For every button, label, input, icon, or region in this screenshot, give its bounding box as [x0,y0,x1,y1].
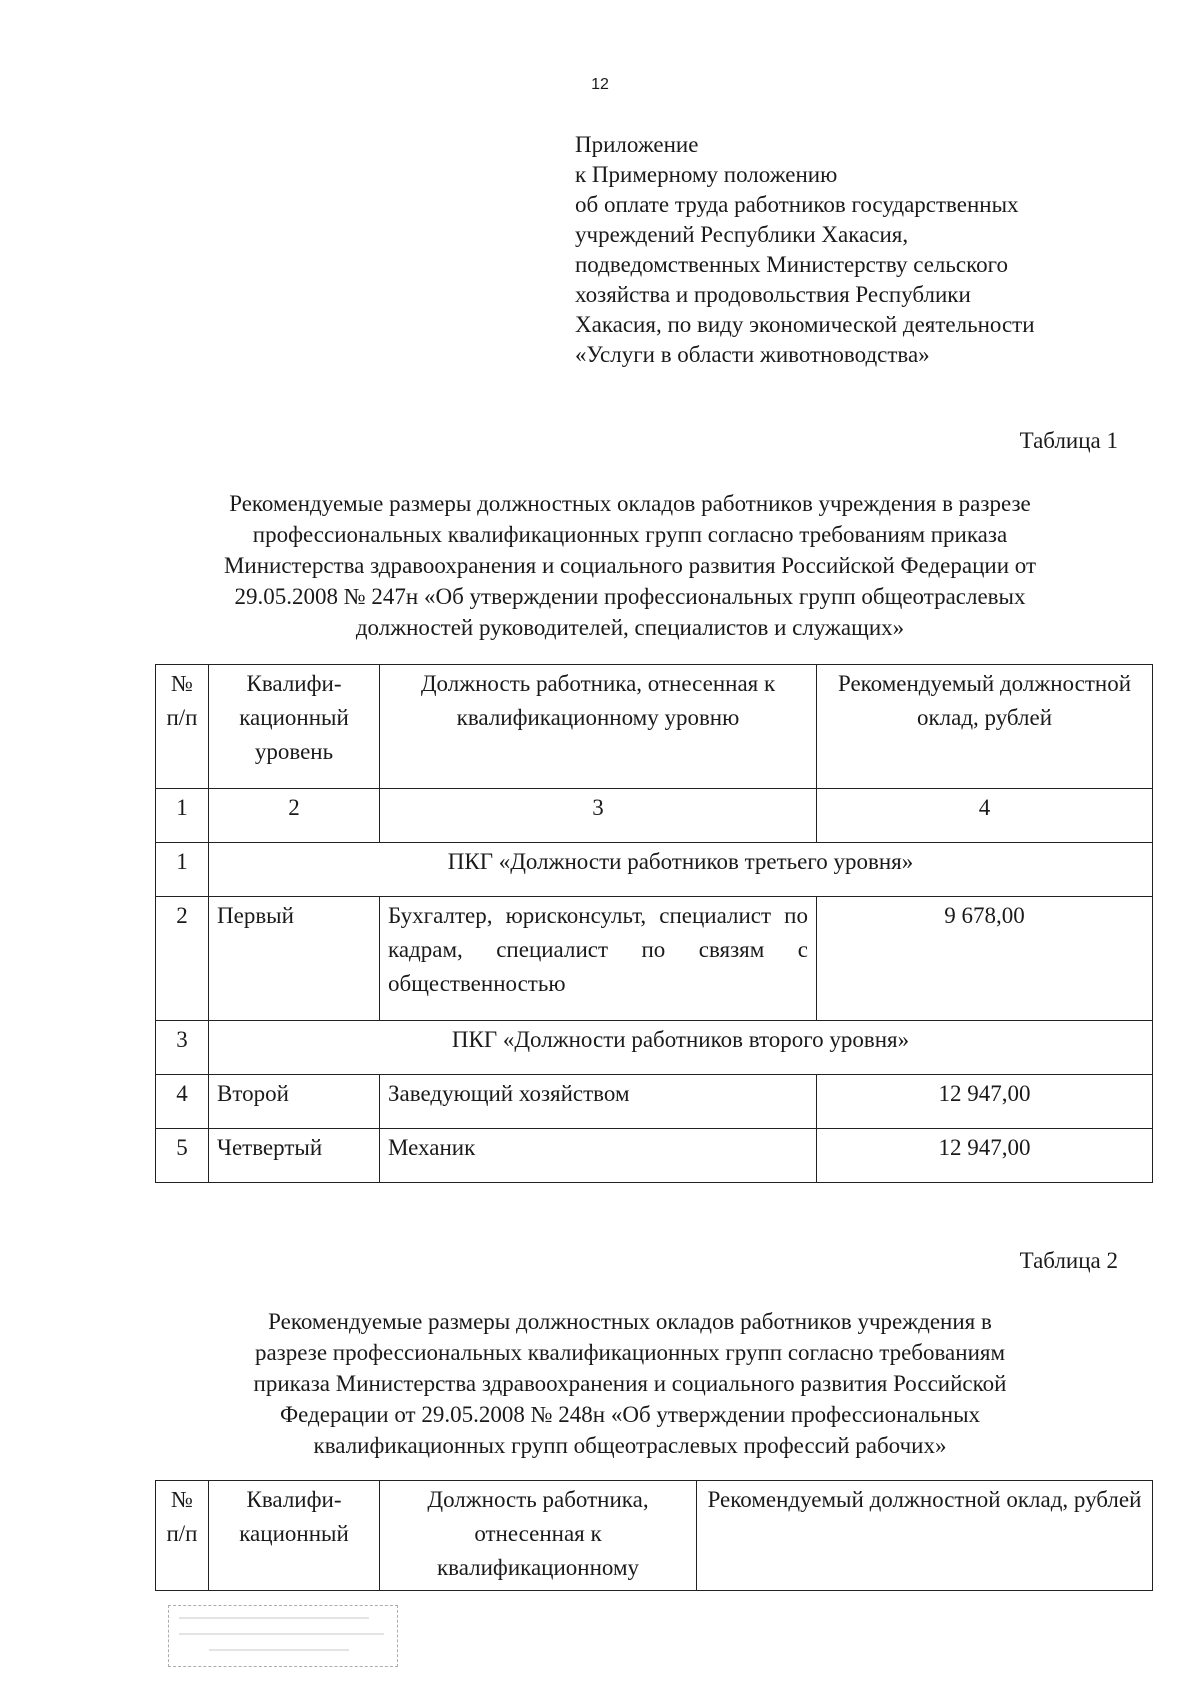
row-num: 3 [156,1021,209,1075]
row-position: Заведующий хозяйством [380,1075,817,1129]
table-row [156,897,1153,1021]
header-salary: Рекомендуемый должностной оклад, рублей [817,665,1153,789]
row-level: Четвертый [209,1129,380,1183]
row-num: 1 [156,843,209,897]
group-title: ПКГ «Должности работников второго уровня» [209,1021,1153,1075]
group-title: ПКГ «Должности работников третьего уровня» [209,843,1153,897]
header-num: № п/п [156,1481,209,1591]
table2 [155,1480,1153,1591]
stamp-lines-icon [179,1610,387,1662]
header-position: Должность работника, отнесенная к квалификационному [380,1481,697,1591]
table-row [156,1075,1153,1129]
appendix-line: Приложение [575,132,699,157]
table2-heading [150,1306,1110,1461]
row-salary: 9 678,00 [817,897,1153,1021]
appendix-line: об оплате труда работников государственных [575,192,1019,217]
header-level: Квалифи-кационный [209,1481,380,1591]
row-level: Второй [209,1075,380,1129]
col-number: 3 [380,789,817,843]
heading-line: разрезе профессиональных квалификационных групп согласно требованиям [254,1340,1006,1365]
col-number: 1 [156,789,209,843]
row-position: Механик [380,1129,817,1183]
row-position: Бухгалтер, юрисконсульт, специалист по кадрам, специалист по связям с общественностью [380,897,817,1021]
header-salary: Рекомендуемый должностной оклад, рублей [697,1481,1153,1591]
appendix-line: Хакасия, по виду экономической деятельности [575,312,1035,337]
header-position: Должность работника, отнесенная к квалификационному уровню [380,665,817,789]
table-row [156,843,1153,897]
appendix-line: хозяйства и продовольствия Республики [575,282,971,307]
heading-line: Рекомендуемые размеры должностных окладов работников учреждения в [268,1309,992,1334]
stamp-mark [168,1605,398,1667]
header-num: № п/п [156,665,209,789]
heading-line: Министерства здравоохранения и социального развития Российской Федерации от [223,553,1037,578]
col-number: 2 [209,789,380,843]
heading-line: профессиональных квалификационных групп согласно требованиям приказа [252,522,1008,547]
appendix-line: учреждений Республики Хакасия, [575,222,909,247]
appendix-header [575,130,1135,370]
table1 [155,664,1153,1183]
appendix-line: подведомственных Министерству сельского [575,252,1008,277]
table1-label: Таблица 1 [1019,428,1118,453]
heading-line: должностей руководителей, специалистов и служащих» [355,615,905,640]
page-number: 12 [591,76,609,93]
heading-line: приказа Министерства здравоохранения и социального развития Российской [253,1371,1007,1396]
table-row [156,789,1153,843]
table1-heading [150,488,1110,643]
table2-label: Таблица 2 [1019,1248,1118,1273]
row-num: 4 [156,1075,209,1129]
row-level: Первый [209,897,380,1021]
row-num: 2 [156,897,209,1021]
appendix-line: к Примерному положению [575,162,838,187]
table-header-row [156,1481,1153,1591]
heading-line: квалификационных групп общеотраслевых профессий рабочих» [313,1433,947,1458]
row-salary: 12 947,00 [817,1129,1153,1183]
row-num: 5 [156,1129,209,1183]
heading-line: Федерации от 29.05.2008 № 248н «Об утверждении профессиональных [279,1402,981,1427]
table-header-row [156,665,1153,789]
appendix-line: «Услуги в области животноводства» [575,342,930,367]
row-salary: 12 947,00 [817,1075,1153,1129]
heading-line: Рекомендуемые размеры должностных окладов работников учреждения в разрезе [229,491,1031,516]
header-level: Квалифи-кационный уровень [209,665,380,789]
col-number: 4 [817,789,1153,843]
table-row [156,1129,1153,1183]
heading-line: 29.05.2008 № 247н «Об утверждении профессиональных групп общеотраслевых [234,584,1026,609]
table-row [156,1021,1153,1075]
